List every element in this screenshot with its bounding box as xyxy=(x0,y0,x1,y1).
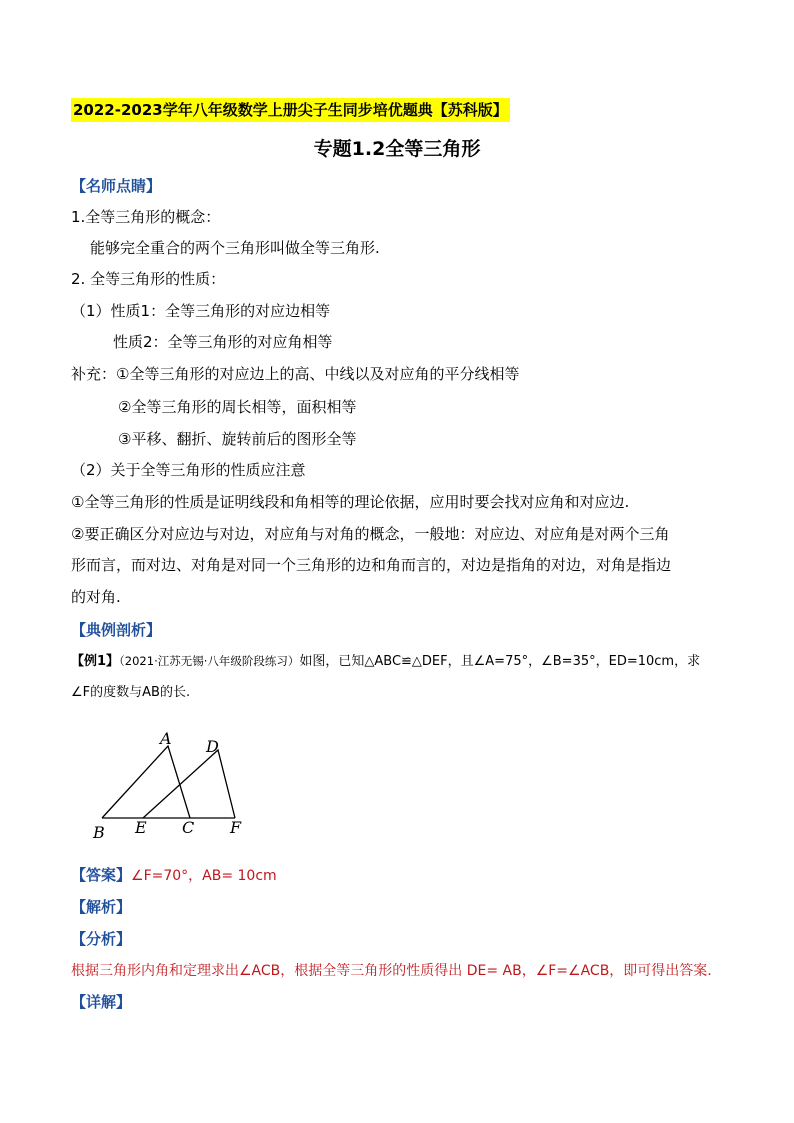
section-fenxi: 【分析】 xyxy=(71,930,132,948)
label-a: A xyxy=(160,729,172,748)
supplement-2: ②全等三角形的周长相等，面积相等 xyxy=(118,398,357,416)
label-c: C xyxy=(182,818,195,837)
property-1: （1）性质1：全等三角形的对应边相等 xyxy=(71,302,331,320)
note-2-line-2: 形而言，而对边、对角是对同一个三角形的边和角而言的，对边是指角的对边，对角是指边 xyxy=(71,556,672,574)
note-2-line-3: 的对角. xyxy=(71,588,121,606)
triangle-abc xyxy=(102,746,190,818)
triangle-figure xyxy=(80,725,280,845)
example-text-1: 如图，已知△ABC≌△DEF，且∠A=75°，∠B=35°，ED=10cm，求 xyxy=(299,654,701,669)
analysis-text: 根据三角形内角和定理求出∠ACB，根据全等三角形的性质得出 DE= AB，∠F=∠ACB，即可得出答案. xyxy=(71,963,712,979)
example-1-line-1 xyxy=(71,650,700,673)
note-1: ①全等三角形的性质是证明线段和角相等的理论依据，应用时要会找对应角和对应边. xyxy=(71,493,630,511)
example-text-2: ∠F的度数与AB的长. xyxy=(71,685,191,700)
example-label: 【例1】 xyxy=(71,654,120,669)
note-2-line-1: ②要正确区分对应边与对边，对应角与对角的概念，一般地：对应边、对应角是对两个三角 xyxy=(71,525,670,543)
concept-body: 能够完全重合的两个三角形叫做全等三角形. xyxy=(90,239,380,257)
section-analysis: 【解析】 xyxy=(71,898,132,916)
answer-text: ∠F=70°，AB= 10cm xyxy=(131,868,277,884)
property-title: 2. 全等三角形的性质： xyxy=(71,270,226,288)
section-famous-teacher: 【名师点睛】 xyxy=(71,177,162,195)
supplement-3: ③平移、翻折、旋转前后的图形全等 xyxy=(118,430,357,448)
supplement-1: 补充：①全等三角形的对应边上的高、中线以及对应角的平分线相等 xyxy=(71,365,520,383)
triangle-def xyxy=(143,750,235,818)
label-f: F xyxy=(230,818,242,837)
document-header: 2022-2023学年八年级数学上册尖子生同步培优题典【苏科版】 xyxy=(71,98,510,122)
answer-label: 【答案】 xyxy=(71,866,132,884)
note-title: （2）关于全等三角形的性质应注意 xyxy=(71,461,306,479)
answer-line xyxy=(71,864,277,887)
label-e: E xyxy=(135,818,147,837)
label-d: D xyxy=(206,737,219,756)
page-title: 专题1.2全等三角形 xyxy=(313,138,481,160)
example-source: （2021·江苏无锡·八年级阶段练习） xyxy=(119,654,300,668)
property-2: 性质2：全等三角形的对应角相等 xyxy=(113,333,333,351)
label-b: B xyxy=(93,823,105,842)
concept-title: 1.全等三角形的概念： xyxy=(71,208,221,226)
section-detail: 【详解】 xyxy=(71,993,132,1011)
section-typical-examples: 【典例剖析】 xyxy=(71,621,162,639)
